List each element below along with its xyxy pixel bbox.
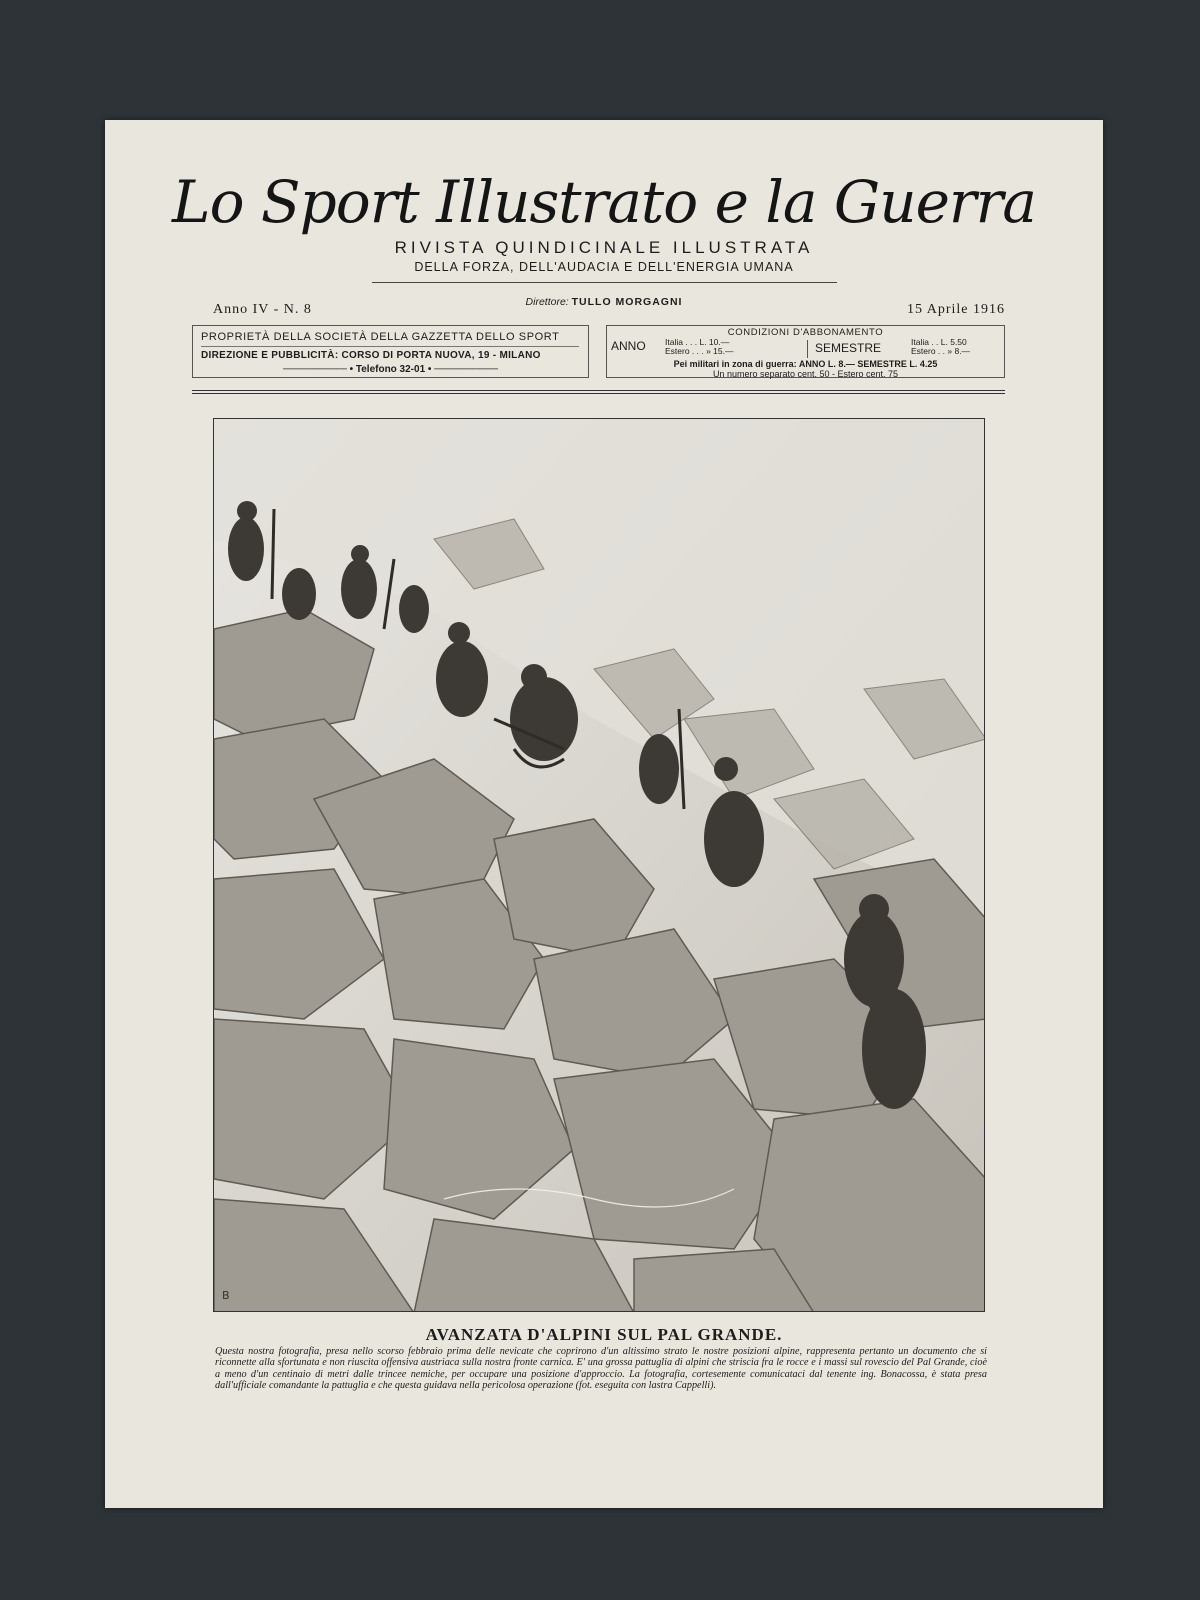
masthead-title: Lo Sport Illustrato e la Guerra [172, 168, 1036, 236]
header-double-rule [192, 390, 1005, 394]
director-label: Direttore: [525, 296, 569, 308]
anno-estero: Estero . . . » 15.— [665, 346, 734, 356]
subscription-separator [807, 340, 808, 358]
publisher-ownership [201, 331, 559, 343]
publisher-ownership-text: PROPRIETÀ DELLA SOCIETÀ DELLA GAZZETTA DELLO SPORT [201, 331, 560, 343]
publisher-address: DIREZIONE E PUBBLICITÀ: CORSO DI PORTA NUOVA, 19 - MILANO [201, 350, 541, 361]
subscription-semestre-prices [911, 338, 970, 356]
subscription-box [606, 325, 1005, 378]
photo-illustration [214, 419, 985, 1312]
main-photograph [213, 418, 985, 1312]
publisher-phone-text: Telefono 32-01 [355, 364, 426, 375]
masthead-tagline: DELLA FORZA, DELL'AUDACIA E DELL'ENERGIA UMANA [414, 260, 794, 274]
subscription-semestre-label: SEMESTRE [815, 341, 882, 355]
anno-italia: Italia . . . L. 10.— [665, 337, 730, 347]
issue-date: 15 Aprile 1916 [907, 302, 1005, 317]
caption-title: AVANZATA D'ALPINI SUL PAL GRANDE. [425, 1325, 783, 1344]
publisher-phone: ───────── • Telefono 32-01 • ───────── [283, 364, 498, 375]
subscription-anno-prices [665, 338, 734, 356]
magazine-page [105, 120, 1103, 1508]
semestre-estero: Estero . . » 8.— [911, 346, 971, 356]
subscription-military: Pei militari in zona di guerra: ANNO L. 8.— SEMESTRE L. 4.25 [673, 359, 938, 369]
photo-credit-mark: B [222, 1289, 230, 1302]
masthead-subtitle: RIVISTA QUINDICINALE ILLUSTRATA [394, 238, 814, 257]
director-name: TULLO MORGAGNI [571, 296, 683, 308]
subscription-single-issue: Un numero separato cent. 50 - Estero cent. 75 [712, 369, 899, 379]
issue-number: Anno IV - N. 8 [213, 302, 312, 317]
publisher-box [192, 325, 589, 378]
caption-body: Questa nostra fotografia, presa nello scorso febbraio prima delle nevicate che coprirono d'un altissimo strato le nostre posizioni alpine, rappresenta pertanto un documento che si riconnette alla sfortunata e non riuscita offensiva austriaca sulla nostra fronte carnica. E' una grossa pattuglia di alpini che striscia fra le rocce e i massi sul rovescio del Pal Grande, cioè a meno d'un centinaio di metri dalle trincee nemiche, per occupare una posizione d'approccio. La fotografia, cortesemente comunicataci dal tenente ing. Bonacossa, è stata presa dall'ufficiale comandante la pattuglia e che questa guidava nella pericolosa operazione (fot. eseguita con lastra Cappelli). [215, 1346, 987, 1391]
semestre-italia: Italia . . L. 5.50 [911, 337, 967, 347]
subscription-heading: CONDIZIONI D'ABBONAMENTO [727, 327, 884, 338]
publisher-rule [201, 346, 579, 347]
subscription-anno-label: ANNO [611, 339, 646, 353]
tagline-rule [372, 282, 837, 283]
